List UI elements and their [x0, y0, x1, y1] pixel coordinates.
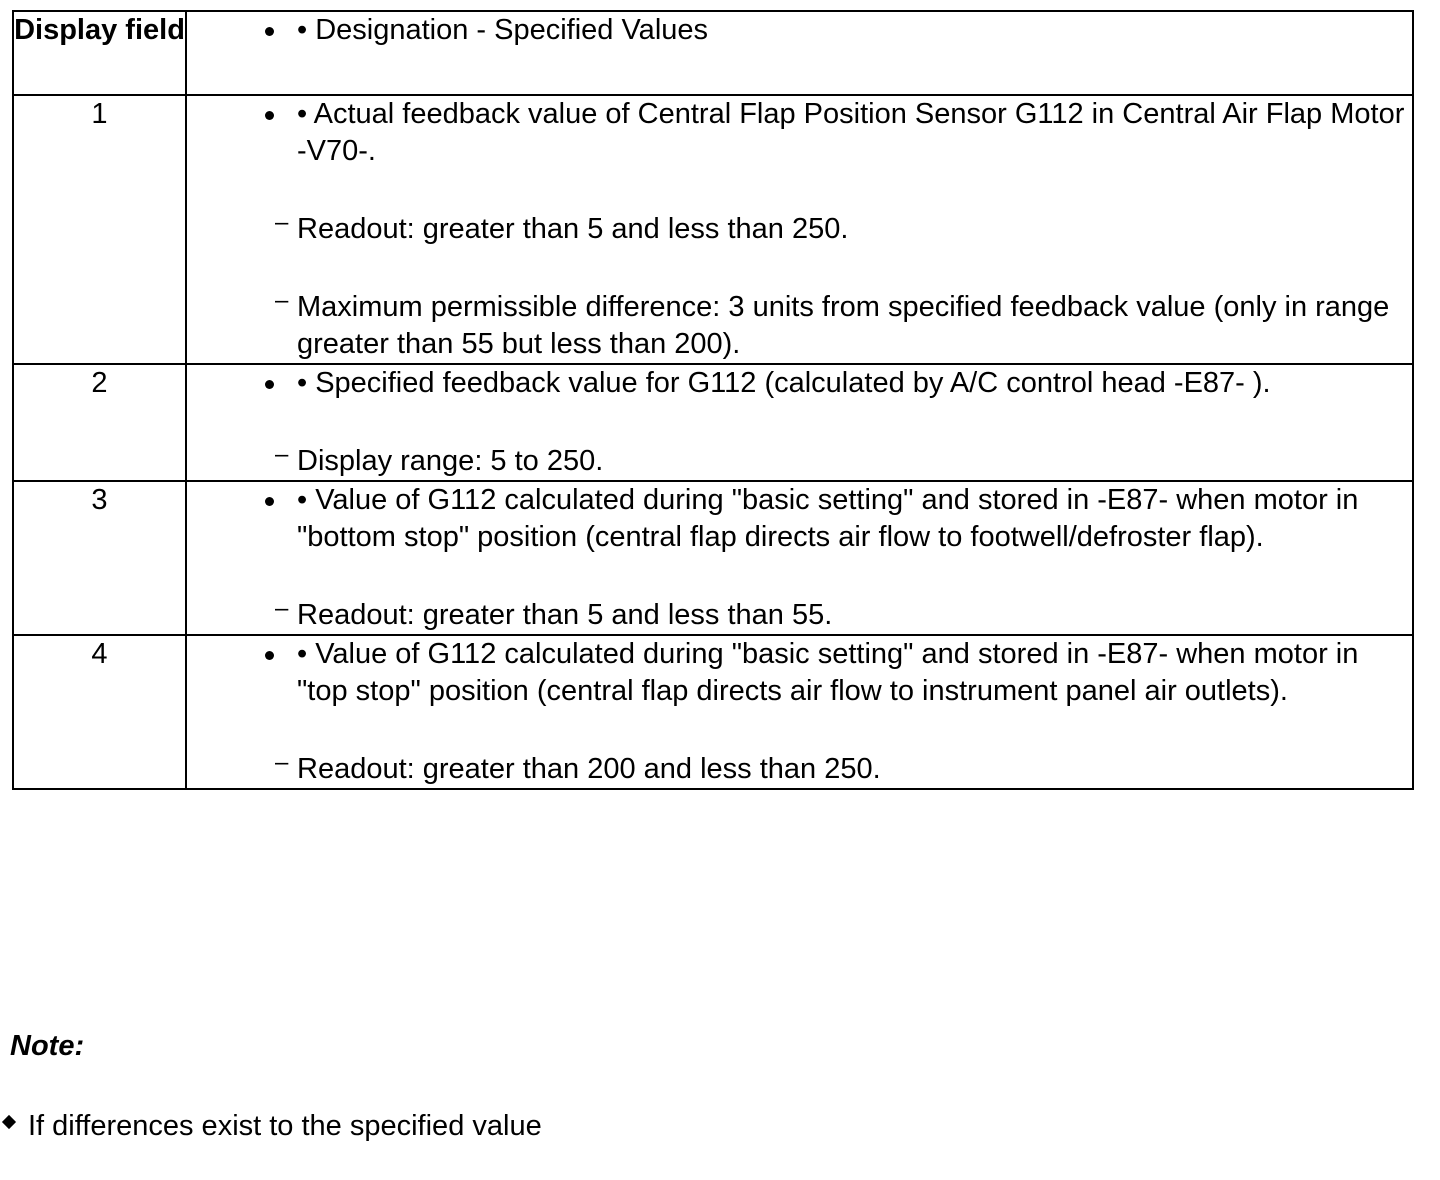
- display-field-header: Display field: [13, 11, 186, 95]
- row-sub-item: [187, 211, 1412, 248]
- display-field-number: 3: [13, 481, 186, 635]
- row-sub-item: [187, 597, 1412, 634]
- bullet-icon: [265, 497, 274, 506]
- bullet-icon: [265, 380, 274, 389]
- row-description: [186, 481, 1413, 635]
- note-item: [0, 1108, 542, 1145]
- table-header-row: [13, 11, 1413, 95]
- row-sub-text: Readout: greater than 5 and less than 55.: [297, 599, 833, 631]
- row-sub-text: Display range: 5 to 250.: [297, 445, 604, 477]
- bullet-icon: [265, 111, 274, 120]
- dash-icon: –: [275, 441, 289, 468]
- designation-header-text: • Designation - Specified Values: [297, 14, 709, 46]
- row-main-item: [187, 636, 1412, 710]
- designation-header: [187, 12, 1412, 49]
- row-main-text: • Actual feedback value of Central Flap Position Sensor G112 in Central Air Flap Motor -V70-.: [297, 98, 1405, 167]
- row-description: [186, 364, 1413, 481]
- dash-icon: –: [275, 595, 289, 622]
- row-main-text: • Specified feedback value for G112 (calculated by A/C control head -E87- ).: [297, 367, 1271, 399]
- row-sub-item: [187, 289, 1412, 363]
- row-main-item: [187, 482, 1412, 556]
- note-item-text: If differences exist to the specified value: [28, 1110, 542, 1142]
- row-main-item: [187, 96, 1412, 170]
- specified-values-table: [12, 10, 1414, 790]
- table-row: [13, 635, 1413, 789]
- note-label: Note:: [10, 1030, 85, 1062]
- row-description: [186, 95, 1413, 364]
- row-sub-item: [187, 443, 1412, 480]
- row-sub-text: Maximum permissible difference: 3 units from specified feedback value (only in range greater than 55 but less than 200).: [297, 291, 1390, 360]
- dash-icon: –: [275, 209, 289, 236]
- dash-icon: –: [275, 749, 289, 776]
- bullet-icon: [265, 651, 274, 660]
- designation-header-cell: [186, 11, 1413, 95]
- display-field-number: 4: [13, 635, 186, 789]
- table-row: [13, 95, 1413, 364]
- row-sub-text: Readout: greater than 5 and less than 250.: [297, 213, 849, 245]
- row-main-text: • Value of G112 calculated during "basic setting" and stored in -E87- when motor in "top stop" position (central flap directs air flow to instrument panel air outlets).: [297, 638, 1359, 707]
- display-field-number: 1: [13, 95, 186, 364]
- row-main-item: [187, 365, 1412, 402]
- display-field-number: 2: [13, 364, 186, 481]
- bullet-icon: [265, 27, 274, 36]
- dash-icon: –: [275, 287, 289, 314]
- row-sub-item: [187, 751, 1412, 788]
- row-description: [186, 635, 1413, 789]
- diamond-bullet-icon: [2, 1115, 16, 1129]
- row-main-text: • Value of G112 calculated during "basic setting" and stored in -E87- when motor in "bottom stop" position (central flap directs air flow to footwell/defroster flap).: [297, 484, 1359, 553]
- table-row: [13, 364, 1413, 481]
- row-sub-text: Readout: greater than 200 and less than 250.: [297, 753, 881, 785]
- table-row: [13, 481, 1413, 635]
